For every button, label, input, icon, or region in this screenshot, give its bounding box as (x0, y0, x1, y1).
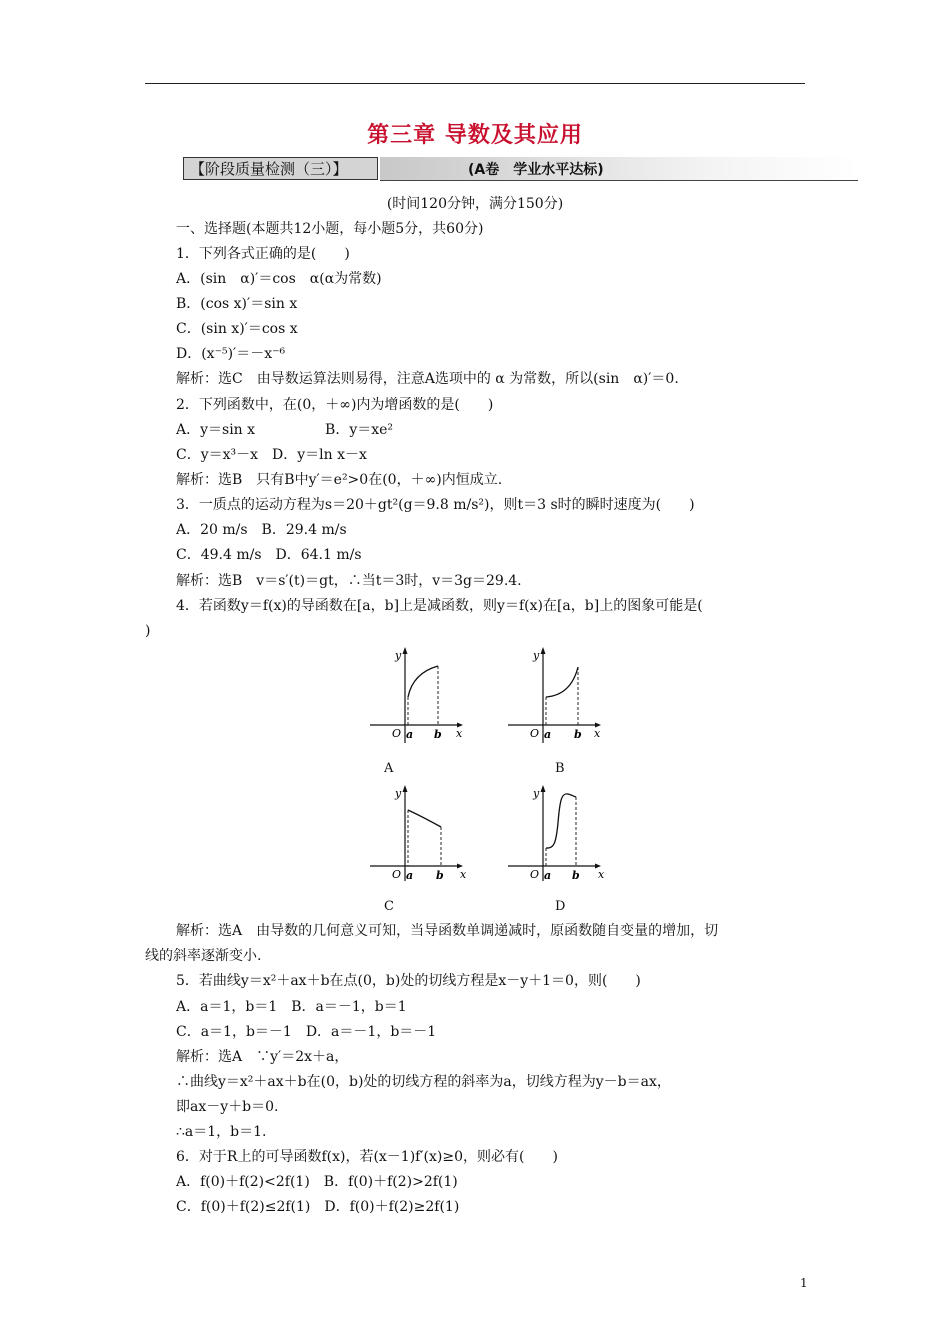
graph-c-caption: C (384, 899, 394, 914)
time-note: (时间120分钟，满分150分) (386, 196, 564, 212)
graph-b-y-label: y (533, 649, 540, 662)
graph-d-origin-label: O (530, 868, 540, 881)
question-5-options-ab: A．a＝1，b＝1 B．a＝－1，b＝1 (176, 999, 407, 1015)
question-3-solution: 解析：选B v＝s′(t)＝gt，∴当t＝3时，v＝3g＝29.4. (176, 573, 522, 589)
question-5-solution-4: ∴a＝1，b＝1. (176, 1124, 267, 1140)
graph-c-y-label: y (395, 787, 402, 800)
question-5-solution-3: 即ax－y＋b＝0. (176, 1099, 279, 1115)
section-banner (183, 157, 858, 182)
question-1-option-c: C．(sin x)′＝cos x (176, 321, 298, 337)
graph-a-caption: A (384, 761, 394, 776)
graph-b-caption: B (555, 761, 565, 776)
graph-a-y-label: y (395, 649, 402, 662)
graph-a-origin-label: O (392, 727, 402, 740)
question-5-options-cd: C．a＝1，b＝－1 D．a＝－1，b＝－1 (176, 1024, 437, 1040)
question-4-stem-cont: ) (145, 623, 151, 639)
graph-d-b-label: b (572, 869, 580, 882)
graph-d-a-label: a (544, 869, 552, 882)
banner-label: 【阶段质量检测（三）】 (183, 157, 378, 180)
page-number: 1 (800, 1276, 808, 1290)
graph-d (506, 783, 606, 883)
question-5-solution-2: ∴曲线y＝x²＋ax＋b在(0，b)处的切线方程的斜率为a，切线方程为y－b＝ax， (176, 1074, 671, 1090)
question-3-options-cd: C．49.4 m/s D．64.1 m/s (176, 547, 362, 563)
question-5-solution-1: 解析：选A ∵y′＝2x＋a， (176, 1049, 349, 1065)
graph-b (506, 645, 606, 745)
banner-bar (380, 157, 858, 181)
question-6-options-cd: C．f(0)＋f(2)≤2f(1) D．f(0)＋f(2)≥2f(1) (176, 1199, 460, 1215)
graph-b-b-label: b (574, 728, 582, 741)
graph-b-origin-label: O (530, 727, 540, 740)
question-1-solution: 解析：选C 由导数运算法则易得，注意A选项中的 α 为常数，所以(sin α)′＝0. (176, 371, 679, 387)
graph-c-a-label: a (406, 869, 414, 882)
graph-c-x-label: x (460, 868, 467, 881)
graph-b-a-label: a (544, 728, 552, 741)
question-1-option-a: A．(sin α)′＝cos α(α为常数) (176, 271, 382, 287)
question-1-option-b: B．(cos x)′＝sin x (176, 296, 298, 312)
question-6-options-ab: A．f(0)＋f(2)<2f(1) B．f(0)＋f(2)>2f(1) (176, 1174, 458, 1190)
banner-subtitle: (A卷 学业水平达标) (468, 162, 604, 178)
question-2-options-ab: A．y＝sin x B．y＝xe² (176, 422, 394, 438)
graph-c-origin-label: O (392, 868, 402, 881)
question-6-stem: 6．对于R上的可导函数f(x)，若(x－1)f′(x)≥0，则必有( ) (176, 1149, 558, 1165)
graph-d-caption: D (555, 899, 566, 914)
graph-a-x-label: x (456, 727, 463, 740)
graph-c (368, 783, 468, 883)
graph-d-y-label: y (533, 787, 540, 800)
question-3-options-ab: A．20 m/s B．29.4 m/s (176, 522, 347, 538)
question-4-solution: 解析：选A 由导数的几何意义可知，当导函数单调递减时，原函数随自变量的增加，切 (176, 923, 719, 939)
graph-d-x-label: x (598, 868, 605, 881)
graph-a-b-label: b (434, 728, 442, 741)
question-2-options-cd: C．y＝x³－x D．y＝ln x－x (176, 447, 367, 463)
question-2-stem: 2．下列函数中，在(0，＋∞)内为增函数的是( ) (176, 397, 494, 413)
chapter-title: 第三章 导数及其应用 (367, 123, 583, 148)
graph-b-x-label: x (594, 727, 601, 740)
question-1-stem: 1．下列各式正确的是( ) (176, 246, 350, 262)
question-3-stem: 3．一质点的运动方程为s＝20＋gt²(g＝9.8 m/s²)，则t＝3 s时的瞬时速度为( ) (176, 497, 695, 513)
question-1-option-d: D．(x⁻⁵)′＝－x⁻⁶ (176, 346, 286, 362)
graph-a-a-label: a (406, 728, 414, 741)
question-2-solution: 解析：选B 只有B中y′＝e²>0在(0，＋∞)内恒成立. (176, 472, 503, 488)
header-rule (145, 83, 805, 84)
question-5-stem: 5．若曲线y＝x²＋ax＋b在点(0，b)处的切线方程是x－y＋1＝0，则( ) (176, 973, 641, 989)
graph-a (368, 645, 468, 745)
graph-c-b-label: b (436, 869, 444, 882)
section-heading: 一、选择题(本题共12小题，每小题5分，共60分) (176, 221, 484, 237)
question-4-stem: 4．若函数y＝f(x)的导函数在[a，b]上是减函数，则y＝f(x)在[a，b]上的图象可能是( (176, 598, 703, 614)
question-4-solution-cont: 线的斜率逐渐变小. (145, 948, 262, 964)
